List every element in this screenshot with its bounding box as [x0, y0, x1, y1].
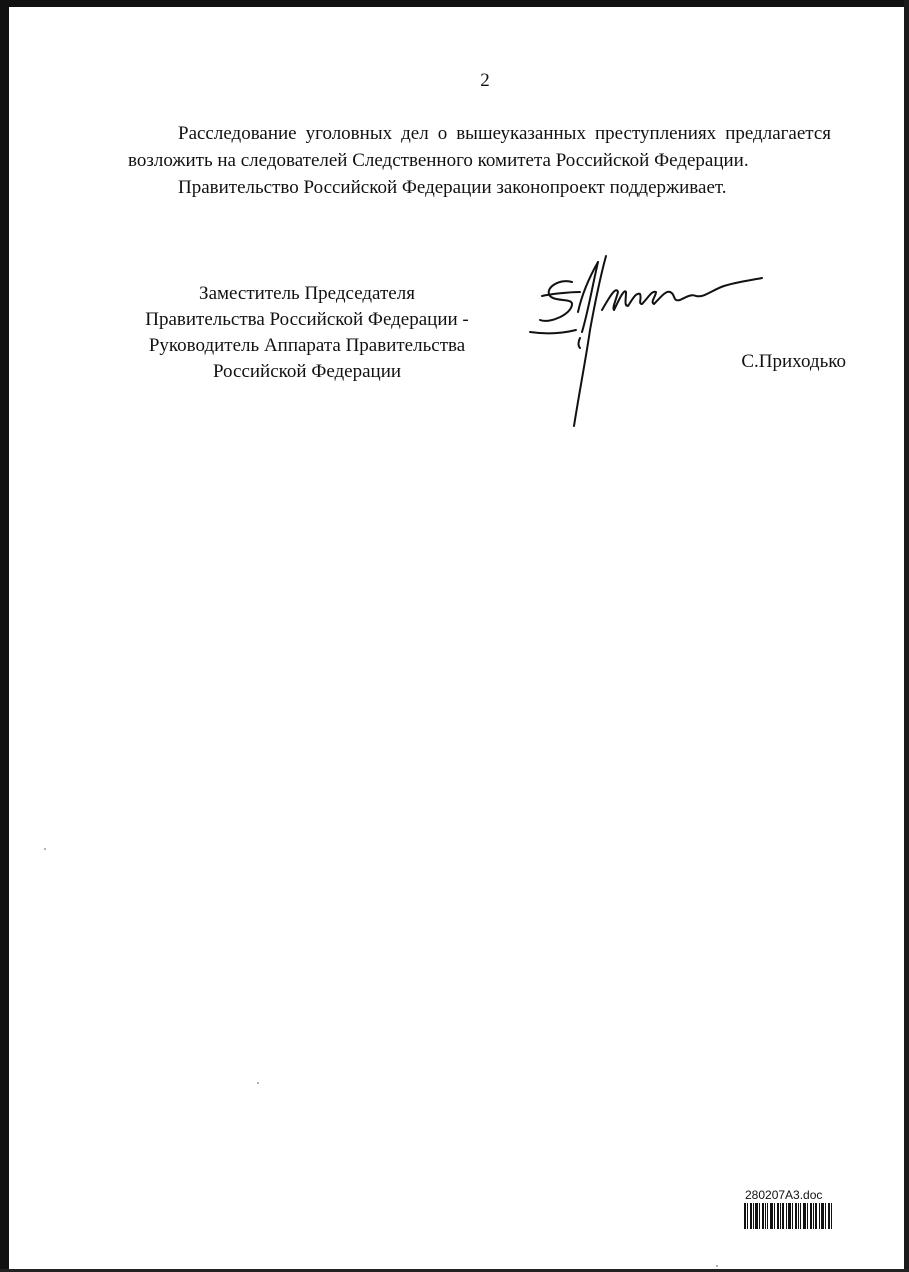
handwritten-signature-icon [520, 248, 770, 438]
signatory-position [112, 281, 502, 385]
position-line: Российской Федерации [212, 361, 402, 382]
scan-speck [257, 1082, 259, 1084]
position-line: Заместитель Председателя [199, 283, 415, 304]
scan-speck [716, 1265, 718, 1267]
scan-speck [44, 848, 46, 850]
paragraph-government-support: Правительство Российской Федерации законопроект поддерживает. [178, 177, 727, 198]
position-line: Руководитель Аппарата Правительства [148, 335, 466, 356]
position-line: Правительства Российской Федерации - [145, 309, 469, 330]
scan-border-right [904, 0, 909, 1272]
document-body [128, 120, 831, 201]
scan-border-left [0, 0, 9, 1272]
page-number: 2 [480, 70, 490, 91]
signer-name: С.Приходько [741, 351, 846, 372]
paragraph-investigation: Расследование уголовных дел о вышеуказанных преступлениях предлагается возложить на следователей Следственного комитета Российской Федерации. [128, 123, 831, 171]
barcode-icon [744, 1203, 832, 1229]
scan-border-top [0, 0, 909, 7]
document-reference: 280207A3.doc [745, 1188, 823, 1202]
